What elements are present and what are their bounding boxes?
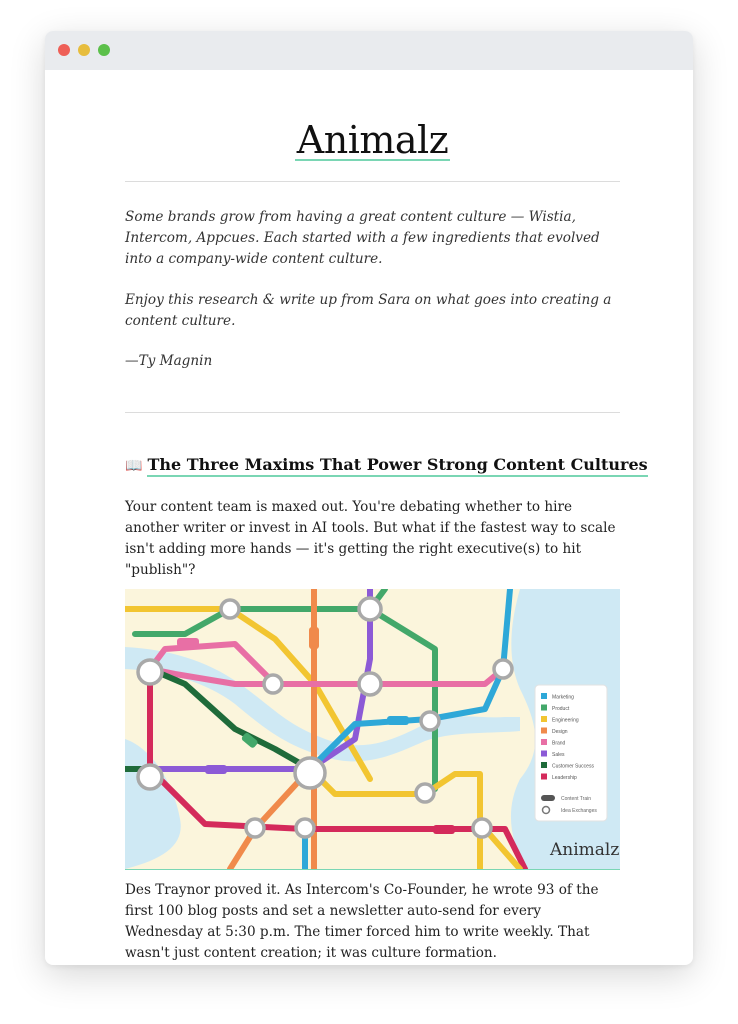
book-icon: 📖 — [125, 458, 143, 474]
article-heading — [125, 455, 648, 474]
station-icon — [295, 758, 325, 788]
intro-paragraph: Enjoy this research & write up from Sara on what goes into creating a content culture. — [125, 292, 612, 329]
minimize-window-button[interactable] — [78, 44, 90, 56]
map-legend — [535, 685, 607, 821]
legend-swatch — [541, 762, 547, 768]
content-train-icon — [177, 638, 199, 647]
station-icon — [296, 819, 314, 837]
intro-paragraph: Some brands grow from having a great content culture — Wistia, Intercom, Appcues. Each started with a few ingredients that evolved into a company-wide content culture. — [125, 209, 600, 267]
close-window-button[interactable] — [58, 44, 70, 56]
station-icon — [416, 784, 434, 802]
station-icon — [421, 712, 439, 730]
legend-label: Brand — [552, 740, 566, 747]
legend-swatch — [541, 751, 547, 757]
station-icon — [494, 660, 512, 678]
legend-label: Sales — [552, 752, 565, 758]
idea-exchange-legend-icon — [543, 807, 550, 814]
legend-train-label: Content Train — [561, 796, 592, 802]
window-titlebar — [45, 31, 693, 70]
content-train-icon — [205, 765, 227, 774]
legend-station-label: Idea Exchanges — [561, 808, 597, 814]
legend-label: Engineering — [552, 717, 579, 724]
legend-swatch — [541, 716, 547, 722]
station-icon — [264, 675, 282, 693]
station-icon — [359, 673, 381, 695]
divider — [125, 181, 620, 182]
legend-label: Design — [552, 729, 568, 735]
legend-swatch — [541, 739, 547, 745]
content-train-icon — [309, 627, 319, 649]
browser-window — [45, 31, 693, 965]
legend-label: Customer Success — [552, 763, 594, 770]
legend-label: Marketing — [552, 694, 574, 701]
legend-label: Leadership — [552, 775, 577, 781]
intro-signature: —Ty Magnin — [125, 353, 213, 369]
station-icon — [359, 598, 381, 620]
station-icon — [138, 765, 162, 789]
article-body-paragraph: Des Traynor proved it. As Intercom's Co-Founder, he wrote 93 of the first 100 blog posts and set a newsletter auto-send for every Wednesday at 5:30 p.m. The timer forced him to write weekly. That wasn't just content creation; it was culture formation. — [125, 882, 599, 961]
legend-swatch — [541, 774, 547, 780]
zoom-window-button[interactable] — [98, 44, 110, 56]
brand-logo[interactable]: Animalz — [296, 118, 449, 162]
content-train-icon — [387, 716, 409, 725]
station-icon — [246, 819, 264, 837]
content-train-legend-icon — [541, 795, 555, 801]
map-watermark: Animalz — [550, 840, 620, 860]
legend-swatch — [541, 705, 547, 711]
subway-map-illustration — [125, 589, 620, 870]
station-icon — [138, 660, 162, 684]
legend-swatch — [541, 728, 547, 734]
article-title-link[interactable]: The Three Maxims That Power Strong Content Cultures — [147, 455, 647, 477]
station-icon — [473, 819, 491, 837]
legend-swatch — [541, 693, 547, 699]
content-train-icon — [433, 825, 455, 834]
legend-label: Product — [552, 706, 570, 712]
station-icon — [221, 600, 239, 618]
divider — [125, 412, 620, 413]
subway-map-graphic — [125, 589, 620, 869]
article-lead-paragraph: Your content team is maxed out. You're debating whether to hire another writer or invest in AI tools. But what if the fastest way to scale isn't adding more hands — it's getting the right executive(s) to hit "publish"? — [125, 499, 616, 578]
